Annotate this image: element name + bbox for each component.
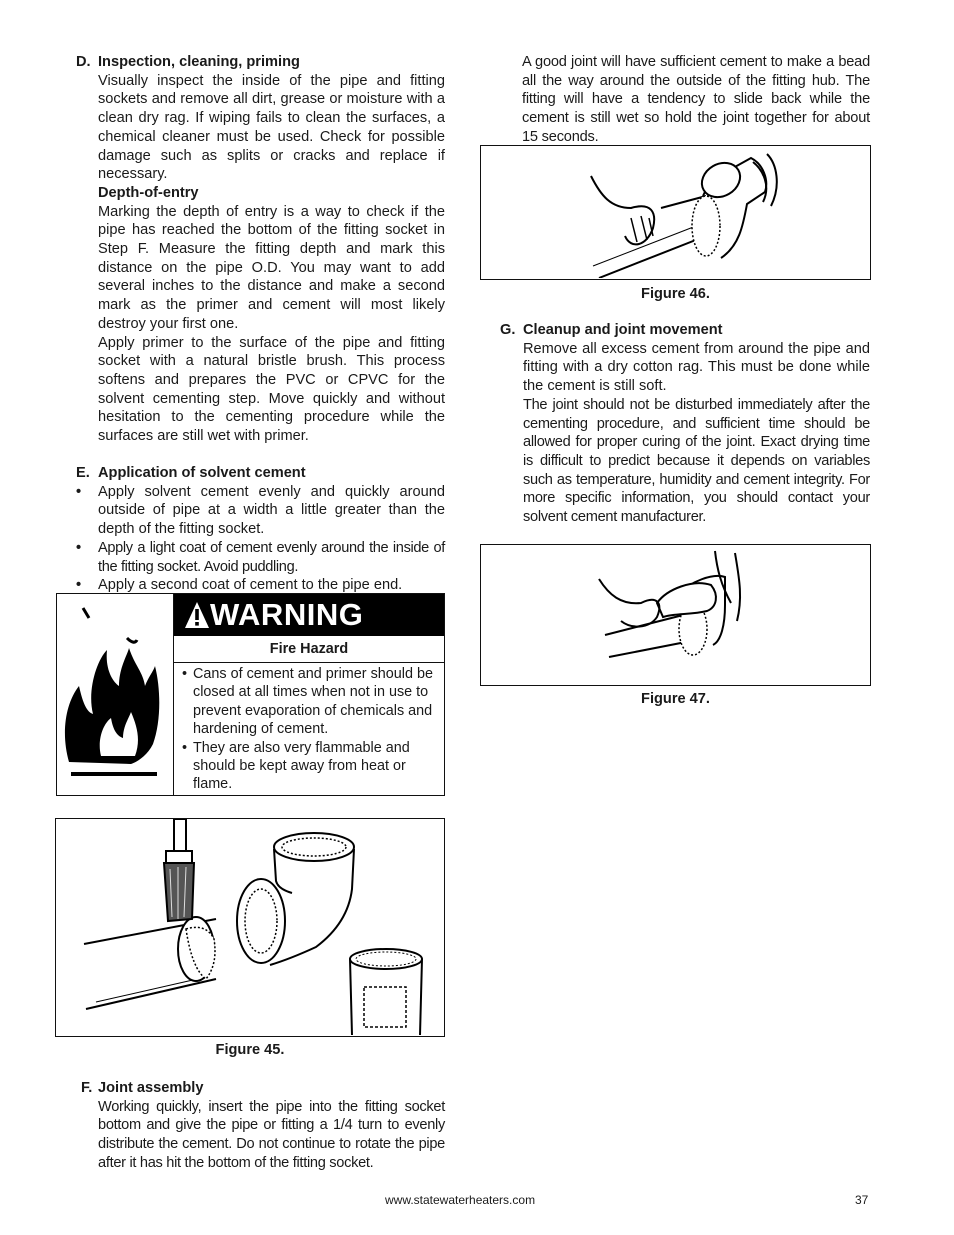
figure-46-image [480,145,871,280]
section-g-title: Cleanup and joint movement [523,322,723,338]
warning-item: • Cans of cement and primer should be closed at all times when not in use to prevent evaporation of chemicals and hardening of cement. [182,666,433,738]
section-g-paragraph-2: The joint should not be disturbed immediately after the cementing procedure, and sufficient time should be allowed for proper curing of the joint. Exact drying time is difficult to predict because it depends on variables such as temperature, humidity and cement integrity. For more specific information, you should contact your solvent cement manufacturer. [523,396,870,526]
figure-47-image [480,544,871,686]
footer-url: www.statewaterheaters.com [385,1193,536,1207]
warning-item-text: Cans of cement and primer should be closed at all times when not in use to prevent evaporation of chemicals and hardening of cement. [193,666,433,738]
section-f [76,1079,445,1173]
bullet-item: • Apply a light coat of cement evenly around the inside of the fitting socket. Avoid puddling. [76,539,445,575]
section-d-paragraph-3: Apply primer to the surface of the pipe and fitting socket with a natural bristle brush. This process softens and prepares the PVC or CPVC for the solvent cementing step. Move quickly and without hesitation to the cementing procedure while the surfaces are still wet with primer. [98,334,445,445]
bullet-text: Apply a light coat of cement evenly around the inside of the fitting socket. Avoid puddling. [98,539,445,575]
section-d [76,53,445,446]
section-e-letter: E. [76,465,90,481]
figure-45-image [55,818,445,1037]
section-d-heading [76,53,445,72]
bullet-text: Apply a second coat of cement to the pipe end. [98,577,403,594]
section-f-paragraph-1: Working quickly, insert the pipe into the fitting socket bottom and give the pipe or fitting a 1/4 turn to evenly distribute the cement. Do not continue to rotate the pipe after it has hit the bottom of the fitting socket. [98,1098,445,1171]
warning-icon-cell [56,593,174,796]
warning-box [173,593,445,796]
section-e-title: Application of solvent cement [98,465,306,481]
section-f-paragraph-2: A good joint will have sufficient cement to make a bead all the way around the outside of the fitting hub. The fitting will have a tendency to slide back while the cement is still wet so hold the joint together for about 15 seconds. [522,54,870,145]
warning-banner [174,594,444,636]
cleanup-illustration [481,545,869,684]
section-g-heading [500,321,870,340]
warning-item-text: They are also very flammable and should be kept away from heat or flame. [193,739,410,793]
bullet-text: Apply solvent cement evenly and quickly around outside of pipe at a width a little greater than the depth of the fitting socket. [98,483,445,538]
section-f-title: Joint assembly [98,1080,204,1096]
flame-icon [57,594,172,794]
section-g [500,321,870,527]
warning-triangle-icon [184,601,210,629]
figure-45-caption: Figure 45. [215,1042,285,1058]
section-f-continued [500,53,870,147]
warning-list [174,663,444,794]
depth-of-entry-heading: Depth-of-entry [98,184,199,201]
section-e [76,464,445,595]
section-f-heading [76,1079,445,1098]
fire-hazard-label: Fire Hazard [174,636,444,663]
section-g-paragraph-1: Remove all excess cement from around the pipe and fitting with a dry cotton rag. This must be done while the cement is still soft. [523,340,870,395]
figure-46-caption: Figure 46. [641,286,710,302]
warning-banner-text: WARNING [210,596,364,632]
joint-assembly-illustration [481,146,869,278]
page-number: 37 [855,1193,869,1207]
bullet-item: • Apply a second coat of cement to the pipe end. [76,577,403,594]
section-g-letter: G. [500,322,516,338]
section-f-letter: F. [81,1080,93,1096]
warning-item: • They are also very flammable and should be kept away from heat or flame. [182,739,410,793]
section-d-title: Inspection, cleaning, priming [98,54,300,70]
section-e-heading [76,464,445,483]
section-d-letter: D. [76,54,91,70]
section-d-paragraph-1: Visually inspect the inside of the pipe and fitting sockets and remove all dirt, grease or moisture with a clean dry rag. If wiping fails to clean the surfaces, a chemical cleaner must be used. Check for possible damage such as splits or cracks and replace if necessary. [98,72,445,183]
bullet-item: • Apply solvent cement evenly and quickly around outside of pipe at a width a little greater than the depth of the fitting socket. [76,483,445,538]
brush-pipe-fitting-illustration [56,819,443,1035]
section-d-paragraph-2: Marking the depth of entry is a way to check if the pipe has reached the bottom of the fitting socket in Step F. Measure the fitting depth and mark this distance on the pipe O.D. You may want to add several inches to the distance and make a second mark as the primer and cement will most likely destroy your first one. [98,203,445,332]
figure-47-caption: Figure 47. [641,691,710,707]
